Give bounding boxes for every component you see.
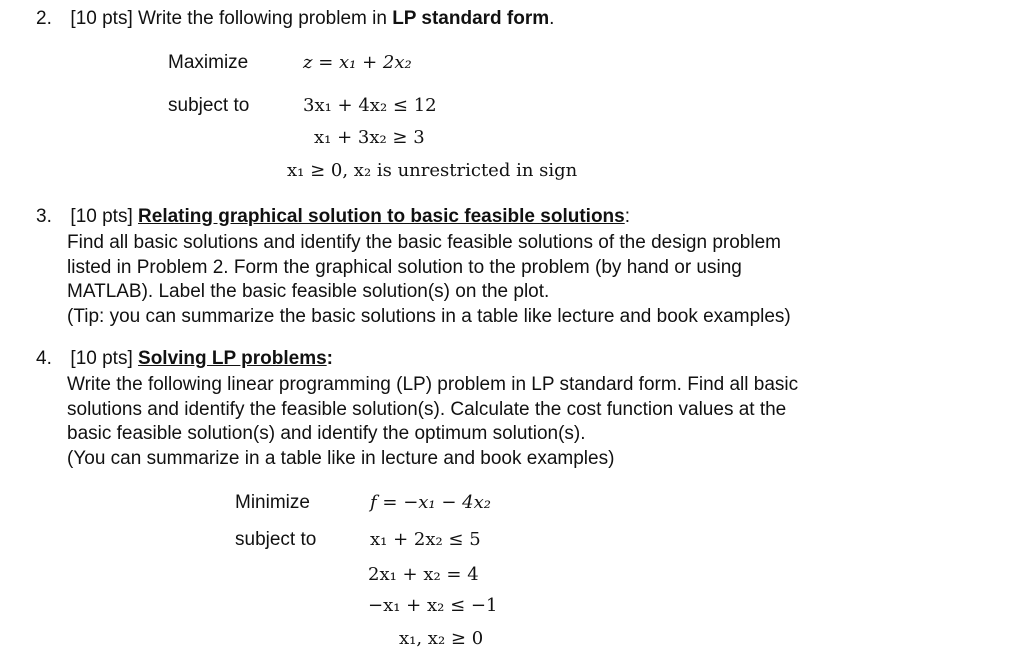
problem-4-heading xyxy=(36,347,333,371)
problem-3-heading xyxy=(36,205,630,229)
problem-2-end: . xyxy=(549,8,555,29)
problem-4-line: (You can summarize in a table like in lecture and book examples) xyxy=(67,447,615,469)
problem-3-points: [10 pts] xyxy=(70,206,133,227)
problem-3-line: Find all basic solutions and identify the basic feasible solutions of the design problem xyxy=(67,232,781,253)
problem-4-line: solutions and identify the feasible solution(s). Calculate the cost function values at the xyxy=(67,398,787,420)
problem-4-objective-label: Minimize xyxy=(235,492,310,513)
problem-2-constraint-3: x₁ ≥ 0, x₂ is unrestricted in sign xyxy=(287,160,578,181)
problem-4-line: basic feasible solution(s) and identify the optimum solution(s). xyxy=(67,423,586,444)
problem-3-line: (Tip: you can summarize the basic solutions in a table like lecture and book examples) xyxy=(67,305,791,327)
problem-3-line: MATLAB). Label the basic feasible solution(s) on the plot. xyxy=(67,281,550,302)
problem-2-constraint-2: x₁ + 3x₂ ≥ 3 xyxy=(314,127,425,148)
problem-4-line: Write the following linear programming (LP) problem in LP standard form. Find all basic xyxy=(67,374,799,395)
problem-3-number: 3. xyxy=(36,206,52,227)
problem-4-constraint-1: x₁ + 2x₂ ≤ 5 xyxy=(370,529,481,550)
problem-4-number: 4. xyxy=(36,348,52,369)
problem-3-line: listed in Problem 2. Form the graphical solution to the problem (by hand or using xyxy=(67,256,742,278)
problem-4-objective: f = −x₁ − 4x₂ xyxy=(370,492,491,513)
problem-4-constraint-3: −x₁ + x₂ ≤ −1 xyxy=(368,595,498,616)
problem-2-emphasis: LP standard form xyxy=(392,8,550,29)
problem-4-constraint-4: x₁, x₂ ≥ 0 xyxy=(399,628,484,649)
problem-2-intro: Write the following problem in xyxy=(138,8,387,29)
problem-2-heading xyxy=(36,7,554,31)
problem-2-constraint-1: 3x₁ + 4x₂ ≤ 12 xyxy=(303,95,437,116)
problem-3-colon: : xyxy=(624,206,631,227)
problem-2-number: 2. xyxy=(36,8,52,29)
problem-4-title: Solving LP problems xyxy=(138,348,327,369)
problem-4-colon: : xyxy=(326,348,333,369)
problem-2-objective-label: Maximize xyxy=(168,52,249,73)
problem-2-objective: z = x₁ + 2x₂ xyxy=(303,52,412,73)
problem-4-constraint-2: 2x₁ + x₂ = 4 xyxy=(368,564,479,585)
problem-3-body xyxy=(67,231,987,329)
problem-4-subject-label: subject to xyxy=(235,529,317,550)
problem-4-points: [10 pts] xyxy=(70,348,133,369)
problem-3-title: Relating graphical solution to basic feasible solutions xyxy=(138,206,625,227)
problem-2-subject-label: subject to xyxy=(168,95,250,116)
problem-2-points: [10 pts] xyxy=(70,8,133,29)
problem-4-body xyxy=(67,373,987,471)
